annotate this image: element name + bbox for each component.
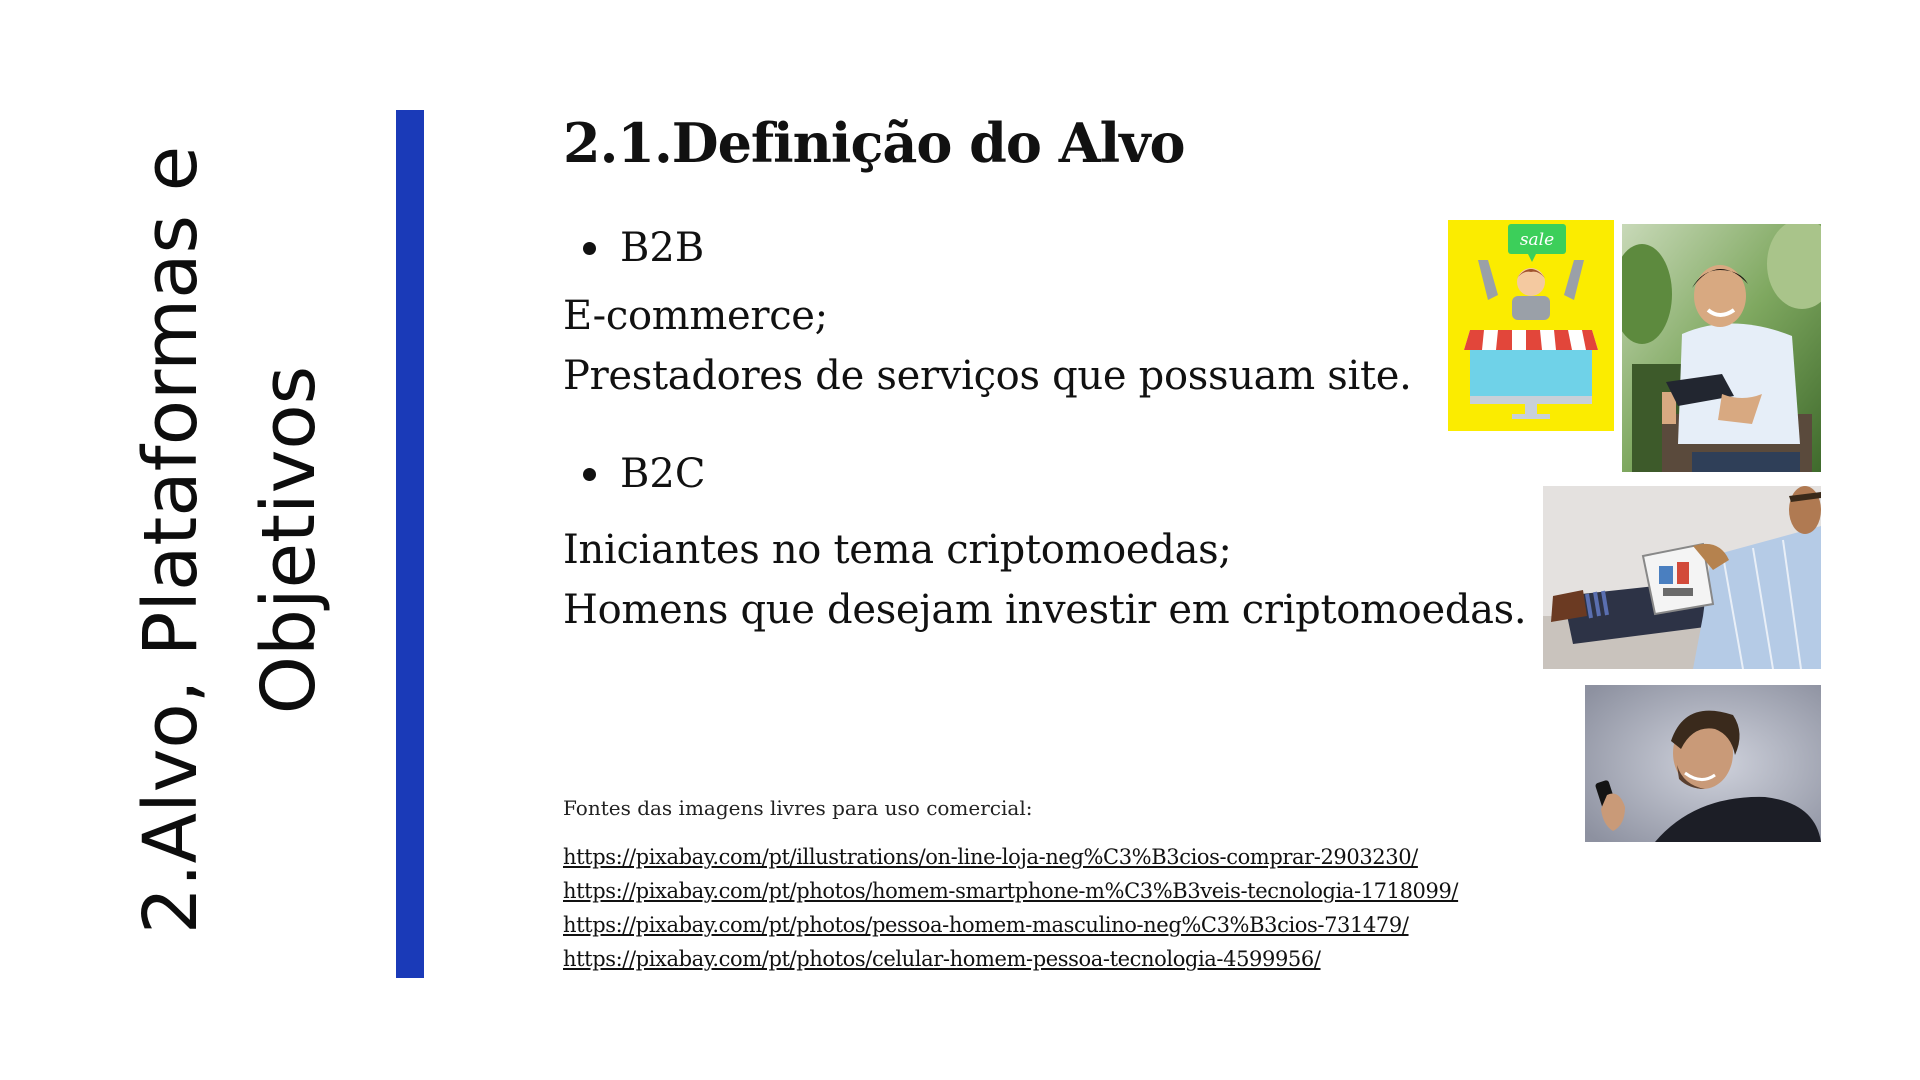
bullet-b2c (583, 448, 705, 500)
b2c-line-1: Iniciantes no tema criptomoedas; (563, 527, 1232, 573)
bullet-dot-icon (583, 242, 596, 255)
man-with-tablet-photo-icon (1622, 224, 1821, 472)
slide-side-title (120, 120, 340, 960)
man-on-couch-with-tablet-photo-icon (1543, 486, 1821, 669)
source-link-4[interactable]: https://pixabay.com/pt/photos/celular-homem-pessoa-tecnologia-4599956/ (563, 947, 1321, 971)
section-heading: 2.1.Definição do Alvo (563, 111, 1185, 175)
source-link-1[interactable]: https://pixabay.com/pt/illustrations/on-line-loja-neg%C3%B3cios-comprar-2903230/ (563, 845, 1418, 869)
b2b-line-2: Prestadores de serviços que possuam site. (563, 353, 1412, 399)
svg-text:sale: sale (1519, 230, 1555, 250)
bullet-b2c-label: B2C (620, 451, 706, 497)
side-title-line-2: Objetivos (246, 365, 332, 715)
source-link-3[interactable]: https://pixabay.com/pt/photos/pessoa-homem-masculino-neg%C3%B3cios-731479/ (563, 913, 1409, 937)
image-sources-label: Fontes das imagens livres para uso comercial: (563, 796, 1033, 820)
source-link-2[interactable]: https://pixabay.com/pt/photos/homem-smartphone-m%C3%B3veis-tecnologia-1718099/ (563, 879, 1459, 903)
bullet-dot-icon (583, 468, 596, 481)
online-shop-illustration-icon (1448, 220, 1614, 431)
b2c-line-2: Homens que desejam investir em criptomoedas. (563, 587, 1527, 633)
man-with-smartphone-photo-icon (1585, 685, 1821, 842)
bullet-b2b (583, 222, 704, 274)
image-source-links (563, 840, 1458, 976)
side-title-line-1: 2.Alvo, Plataformas e (128, 145, 214, 935)
side-title-text (112, 146, 348, 934)
b2b-line-1: E-commerce; (563, 293, 828, 339)
bullet-b2b-label: B2B (620, 225, 705, 271)
accent-divider-bar (396, 110, 424, 978)
